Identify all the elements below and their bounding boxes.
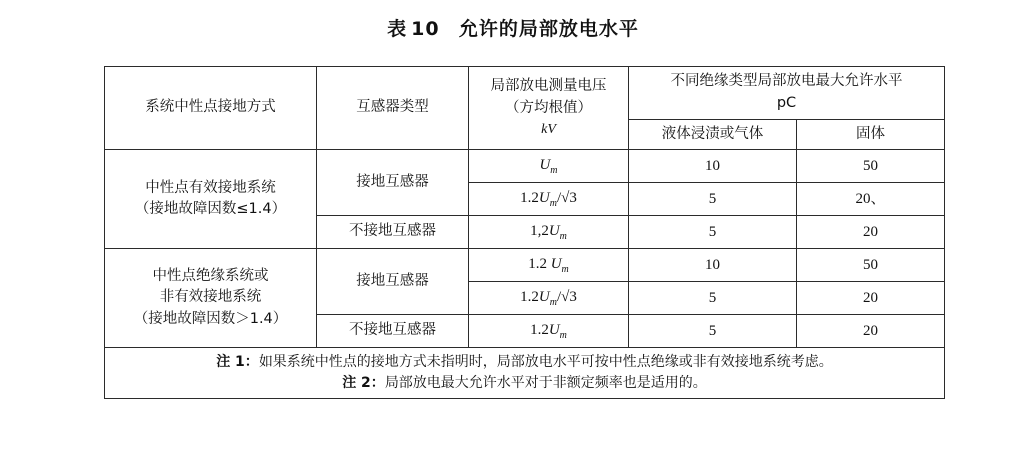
header-transformer-type: 互感器类型 [317,67,469,150]
cell-solid-value: 20 [797,216,945,249]
cell-type-ungrounded: 不接地互感器 [317,216,469,249]
cell-liquid-value: 5 [629,183,797,216]
cell-solid-value: 20 [797,282,945,315]
header-measure-voltage-unit: kV [541,122,556,138]
table-row [105,150,945,183]
cell-voltage-1p2um-sqrt3: $1.2U_m/√3$ [469,282,629,315]
note-2 [108,373,941,394]
title-prefix: 表 [387,18,408,40]
header-liquid-or-gas: 液体浸渍或气体 [629,119,797,150]
note-2-text: 局部放电最大允许水平对于非额定频率也是适用的。 [384,375,707,392]
table-header [105,67,945,150]
title-number: 10 [411,18,440,40]
table-container [104,66,944,399]
system-line-3: （接地故障因数＞1.4） [133,311,288,328]
cell-system-effective-grounded [105,150,317,249]
cell-liquid-value: 5 [629,216,797,249]
table-body [105,150,945,399]
document-page [0,14,1026,461]
cell-liquid-value: 5 [629,282,797,315]
system-line-2: 非有效接地系统 [159,289,262,306]
cell-solid-value: 50 [797,249,945,282]
system-line-1: 中性点有效接地系统 [145,179,276,196]
header-measure-voltage [469,67,629,150]
cell-system-isolated-neutral [105,249,317,348]
header-row-1 [105,67,945,120]
header-max-pd-group [629,67,945,120]
table-notes-row [105,348,945,399]
page-title [0,14,1026,41]
cell-solid-value: 50 [797,150,945,183]
cell-liquid-value: 10 [629,249,797,282]
header-measure-voltage-line2: （方均根值） [505,99,592,116]
cell-liquid-value: 10 [629,150,797,183]
title-text: 允许的局部放电水平 [458,18,639,40]
header-measure-voltage-line1: 局部放电测量电压 [490,77,607,94]
cell-voltage-1p2um-sqrt3: $1.2U_m/√3$ [469,183,629,216]
system-line-2: （接地故障因数≤1.4） [134,201,287,218]
cell-voltage-um: $U_m$ [469,150,629,183]
cell-voltage-1p2um: $1,2U_m$ [469,216,629,249]
cell-solid-value: 20 [797,315,945,348]
cell-type-grounded: 接地互感器 [317,249,469,315]
header-max-pd-line1: 不同绝缘类型局部放电最大允许水平 [670,73,903,89]
cell-voltage-1p2-um: 1.2 $U_m$ [469,249,629,282]
cell-solid-value: 20、 [797,183,945,216]
header-solid: 固体 [797,119,945,150]
cell-liquid-value: 5 [629,315,797,348]
cell-type-grounded: 接地互感器 [317,150,469,216]
note-1 [108,352,941,373]
header-system-neutral: 系统中性点接地方式 [105,67,317,150]
note-1-text: 如果系统中性点的接地方式未指明时，局部放电水平可按中性点绝缘或非有效接地系统考虑。 [258,354,833,371]
header-max-pd-unit: pC [776,94,797,111]
partial-discharge-table [104,66,945,399]
note-1-label: 注 1： [216,354,259,371]
table-notes [105,348,945,399]
note-2-label: 注 2： [342,375,385,392]
cell-voltage-1p2um: $1.2U_m$ [469,315,629,348]
table-row [105,249,945,282]
system-line-1: 中性点绝缘系统或 [152,267,269,284]
cell-type-ungrounded: 不接地互感器 [317,315,469,348]
